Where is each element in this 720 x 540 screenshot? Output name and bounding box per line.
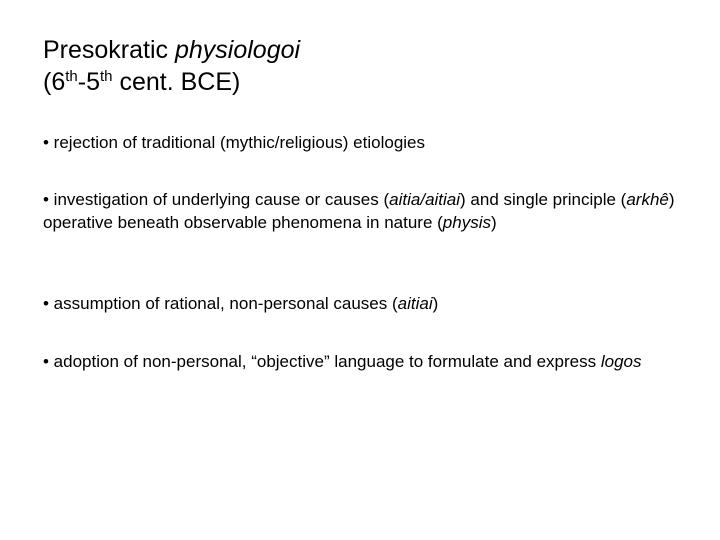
bullet-text: • adoption of non-personal, “objective” language to formulate and express	[43, 352, 601, 371]
bullet-text: ) and single principle (	[460, 190, 627, 209]
bullet-text: )	[490, 213, 497, 232]
bullet-text: • rejection of traditional (mythic/religious) etiologies	[43, 133, 426, 152]
bullet-italic-term: logos	[600, 352, 642, 371]
title-date-rest: cent. BCE)	[112, 68, 241, 96]
title-date-open: (6	[43, 68, 66, 96]
bullet-text: )	[432, 294, 439, 313]
bullet-text: • investigation of underlying cause or causes (	[43, 190, 390, 209]
title-superscript-2: th	[99, 68, 113, 85]
bullet-italic-term: aitiai	[397, 294, 433, 313]
bullet-text: ) operative beneath observable phenomena in nature (	[43, 190, 675, 232]
bullet-item-assumption	[43, 292, 675, 315]
bullet-italic-term: aitia/aitiai	[389, 190, 461, 209]
title-superscript-1: th	[65, 68, 78, 85]
bullet-text: • assumption of rational, non-personal causes (	[43, 294, 398, 313]
title-text: Presokratic	[43, 36, 175, 64]
bullet-italic-term: arkhê	[626, 190, 669, 209]
title-italic-term: physiologoi	[174, 36, 301, 64]
bullet-item-adoption	[43, 350, 675, 373]
slide-title	[43, 34, 683, 98]
bullet-item-rejection	[43, 131, 675, 154]
title-date-dash: -5	[77, 68, 100, 96]
bullet-item-investigation	[43, 188, 675, 234]
bullet-italic-term: physis	[442, 213, 491, 232]
